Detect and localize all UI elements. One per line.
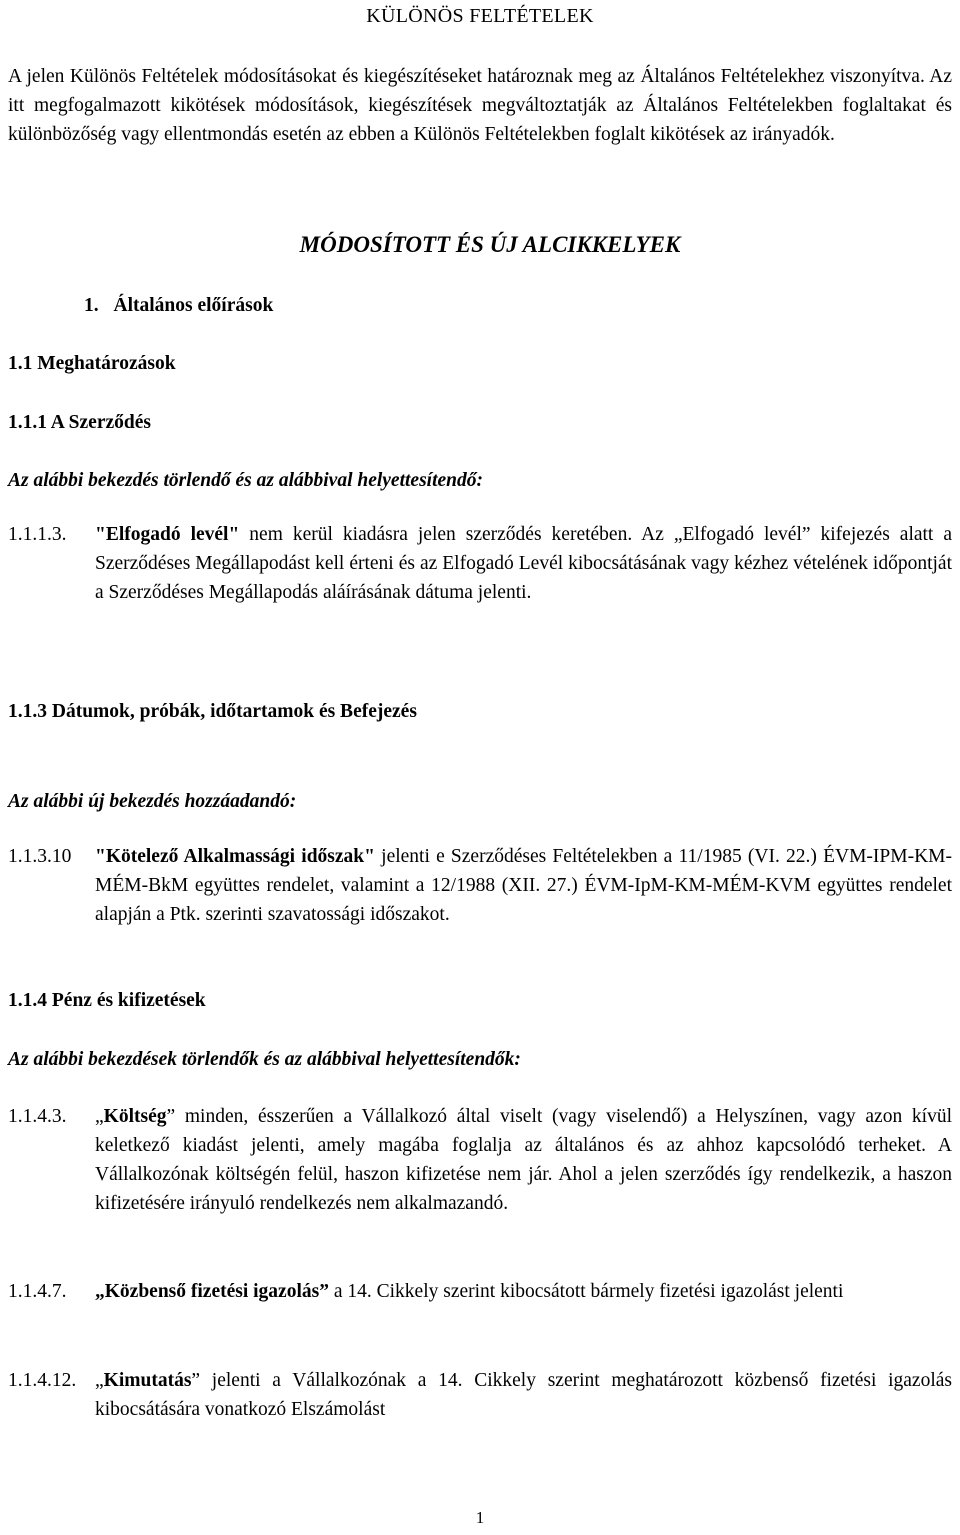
clause-1-1-4-12 [8,1366,952,1424]
heading-number: 1. [84,295,99,316]
clause-number: 1.1.4.3. [8,1106,67,1127]
clause-body [95,1102,952,1218]
clause-text: jelenti e Szerződéses Feltételekben a 11/1985 (VI. 22.) ÉVM-IPM-KM-MÉM-BkM együttes rendelet, valamint a 12/1988 (XII. 27.) ÉVM-IpM-KM-MÉM-KVM együttes rendelet alapján a Ptk. szerinti szavatossági időszakot. [95,846,952,925]
heading-contract: 1.1.1 A Szerződés [8,412,151,433]
instruction-replace-1: Az alábbi bekezdés törlendő és az alábbival helyettesítendő: [8,470,483,491]
clause-term: Költség [103,1106,167,1127]
clause-body [95,1277,952,1306]
instruction-replace-2: Az alábbi bekezdések törlendők és az alábbival helyettesítendők: [8,1049,521,1070]
clause-text: ” jelenti a Vállalkozónak a 14. Cikkely szerint meghatározott közbenső fizetési igazolás kibocsátására vonatkozó Elszámolást [95,1370,952,1420]
clause-1-1-4-7 [8,1277,952,1306]
clause-term: Kimutatás [103,1370,192,1391]
clause-number: 1.1.4.12. [8,1370,77,1391]
clause-text: ” minden, ésszerűen a Vállalkozó által viselt (vagy viselendő) a Helyszínen, vagy azon kívül keletkező kiadást jelenti, amely magába foglalja az általános és az ahhoz kapcsolódó terheket. A Vállalkozónak költségén felül, haszon kifizetése nem jár. Ahol a jelen szerződés így rendelkezik, a haszon kifizetésére irányuló rendelkezés nem alkalmazandó. [95,1106,952,1214]
clause-1-1-3-10 [8,842,952,929]
heading-text: Általános előírások [113,295,274,316]
clause-term: "Kötelező Alkalmassági időszak" [95,846,375,867]
heading-general-provisions [84,291,273,320]
open-quote: „ [95,1106,104,1127]
clause-term: „Közbenső fizetési igazolás” [95,1281,329,1302]
heading-money-payments: 1.1.4 Pénz és kifizetések [8,990,206,1011]
instruction-add-1: Az alábbi új bekezdés hozzáadandó: [8,791,297,812]
document-title: KÜLÖNÖS FELTÉTELEK [366,5,594,27]
clause-term: "Elfogadó levél" [95,524,240,545]
clause-1-1-1-3 [8,520,952,607]
intro-paragraph: A jelen Különös Feltételek módosításokat és kiegészítéseket határoznak meg az Általános Feltételekhez viszonyítva. Az itt megfogalmazott kikötések módosítások, kiegészítések megváltoztatják az Általános Feltételekben foglaltakat és különbözőség vagy ellentmondás esetén az ebben a Különös Feltételekben foglalt kikötések az irányadók. [8,66,952,145]
page-number: 1 [475,1508,485,1527]
clause-1-1-4-3 [8,1102,952,1218]
clause-number: 1.1.3.10 [8,846,72,867]
heading-definitions: 1.1 Meghatározások [8,353,176,374]
clause-body [95,520,952,607]
clause-body [95,1366,952,1424]
section-heading: MÓDOSÍTOTT ÉS ÚJ ALCIKKELYEK [299,232,681,257]
clause-body [95,842,952,929]
clause-text: nem kerül kiadásra jelen szerződés keretében. Az „Elfogadó levél” kifejezés alatt a Szerződéses Megállapodást kell érteni és az Elfogadó Levél kibocsátásának vagy kézhez vételének időpontját a Szerződéses Megállapodás aláírásának dátuma jelenti. [95,524,952,603]
open-quote: „ [95,1370,104,1391]
clause-number: 1.1.4.7. [8,1281,67,1302]
clause-text: a 14. Cikkely szerint kibocsátott bármely fizetési igazolást jelenti [328,1281,844,1302]
heading-dates-tests: 1.1.3 Dátumok, próbák, időtartamok és Befejezés [8,701,417,722]
clause-number: 1.1.1.3. [8,524,67,545]
